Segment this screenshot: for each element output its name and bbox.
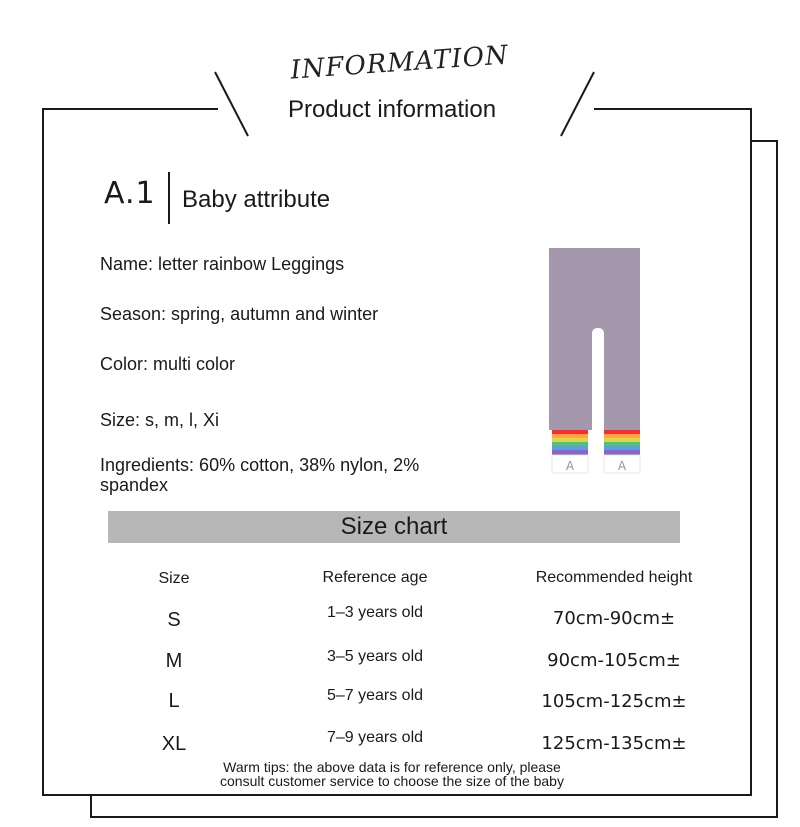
attribute-season: Season: spring, autumn and winter [100, 304, 379, 324]
section-divider [168, 172, 170, 224]
warm-tips-line: Warm tips: the above data is for reference only, please [223, 759, 561, 775]
stripe [604, 450, 640, 454]
table-cell-age: 3–5 years old [326, 648, 424, 665]
attribute-name: Name: letter rainbow Leggings [100, 254, 345, 274]
table-cell-height: 105cm-125cm± [541, 691, 687, 712]
stripe [604, 434, 640, 438]
attribute-ingredients: Ingredients: 60% cotton, 38% nylon, 2% spandex [100, 455, 420, 495]
stripe [604, 430, 640, 434]
table-cell-size: XL [161, 733, 187, 755]
table-cell-size: M [165, 650, 183, 672]
table-cell-age: 7–9 years old [326, 729, 424, 746]
size-chart-title: Size chart [108, 511, 680, 543]
table-cell-height: 70cm-90cm± [552, 608, 676, 629]
slash-left-line [215, 72, 248, 136]
attribute-color: Color: multi color [100, 354, 236, 374]
page-title: Product information [287, 96, 497, 123]
letter-a-right: A [617, 459, 627, 473]
column-header-age: Reference age [322, 569, 428, 586]
stripe [604, 442, 640, 446]
stripe [552, 430, 588, 434]
attribute-size: Size: s, m, l, Xi [100, 410, 220, 430]
column-header-height: Recommended height [535, 569, 693, 586]
warm-tips [142, 760, 642, 788]
stripe [552, 450, 588, 454]
stripe [552, 446, 588, 450]
table-cell-height: 125cm-135cm± [541, 733, 687, 754]
stripe [552, 442, 588, 446]
rainbow-stripes-left [552, 430, 588, 455]
leggings-body [549, 248, 640, 430]
stripe [552, 434, 588, 438]
section-title: Baby attribute [182, 186, 331, 213]
stripe [604, 438, 640, 442]
table-cell-size: L [168, 690, 180, 712]
slash-right-line [561, 72, 594, 136]
table-cell-age: 1–3 years old [326, 604, 424, 621]
stripe [604, 446, 640, 450]
stripe [552, 438, 588, 442]
rainbow-stripes-right [604, 430, 640, 455]
column-header-size: Size [158, 570, 190, 587]
table-cell-size: S [167, 609, 181, 631]
information-logo: INFORMATION [289, 40, 510, 86]
leggings-icon [546, 248, 642, 476]
letter-a-left: A [565, 459, 575, 473]
table-cell-age: 5–7 years old [326, 687, 424, 704]
section-number: A.1 [104, 176, 156, 211]
warm-tips-line: consult customer service to choose the size of the baby [220, 773, 564, 789]
table-cell-height: 90cm-105cm± [547, 650, 681, 671]
